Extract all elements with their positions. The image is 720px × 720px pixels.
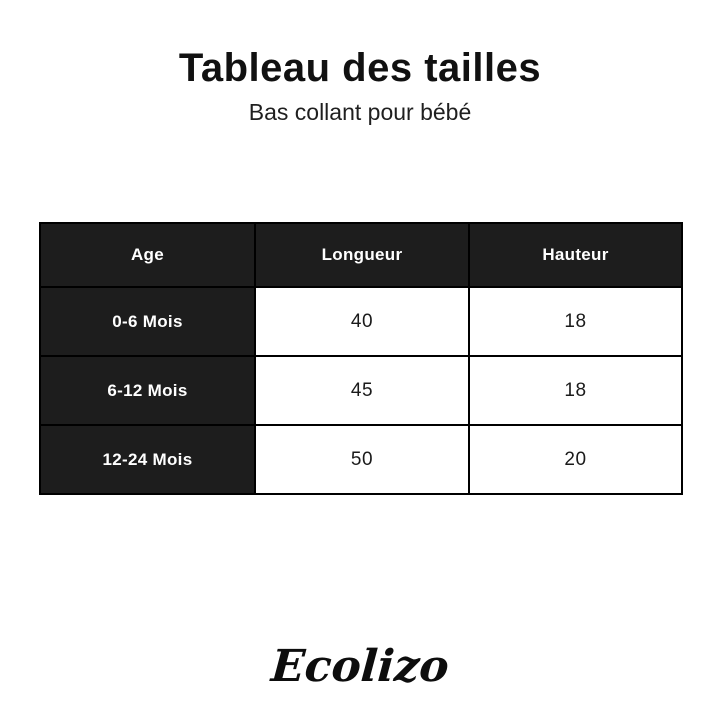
size-table-body — [40, 287, 682, 494]
cell-hauteur-0-6: 18 — [469, 287, 682, 356]
cell-age-12-24: 12-24 Mois — [40, 425, 255, 494]
brand-logo: Ecolizo — [269, 641, 451, 692]
cell-longueur-0-6: 40 — [255, 287, 469, 356]
cell-longueur-12-24: 50 — [255, 425, 469, 494]
column-header-hauteur: Hauteur — [469, 223, 682, 287]
cell-age-0-6: 0-6 Mois — [40, 287, 255, 356]
cell-hauteur-12-24: 20 — [469, 425, 682, 494]
size-table-header — [40, 223, 682, 287]
size-table — [39, 222, 683, 495]
header-row — [40, 223, 682, 287]
table-row — [40, 356, 682, 425]
table-row — [40, 287, 682, 356]
table-row — [40, 425, 682, 494]
cell-longueur-6-12: 45 — [255, 356, 469, 425]
column-header-age: Age — [40, 223, 255, 287]
column-header-longueur: Longueur — [255, 223, 469, 287]
page-subtitle: Bas collant pour bébé — [248, 99, 472, 125]
page-title: Tableau des tailles — [178, 46, 542, 90]
cell-age-6-12: 6-12 Mois — [40, 356, 255, 425]
cell-hauteur-6-12: 18 — [469, 356, 682, 425]
